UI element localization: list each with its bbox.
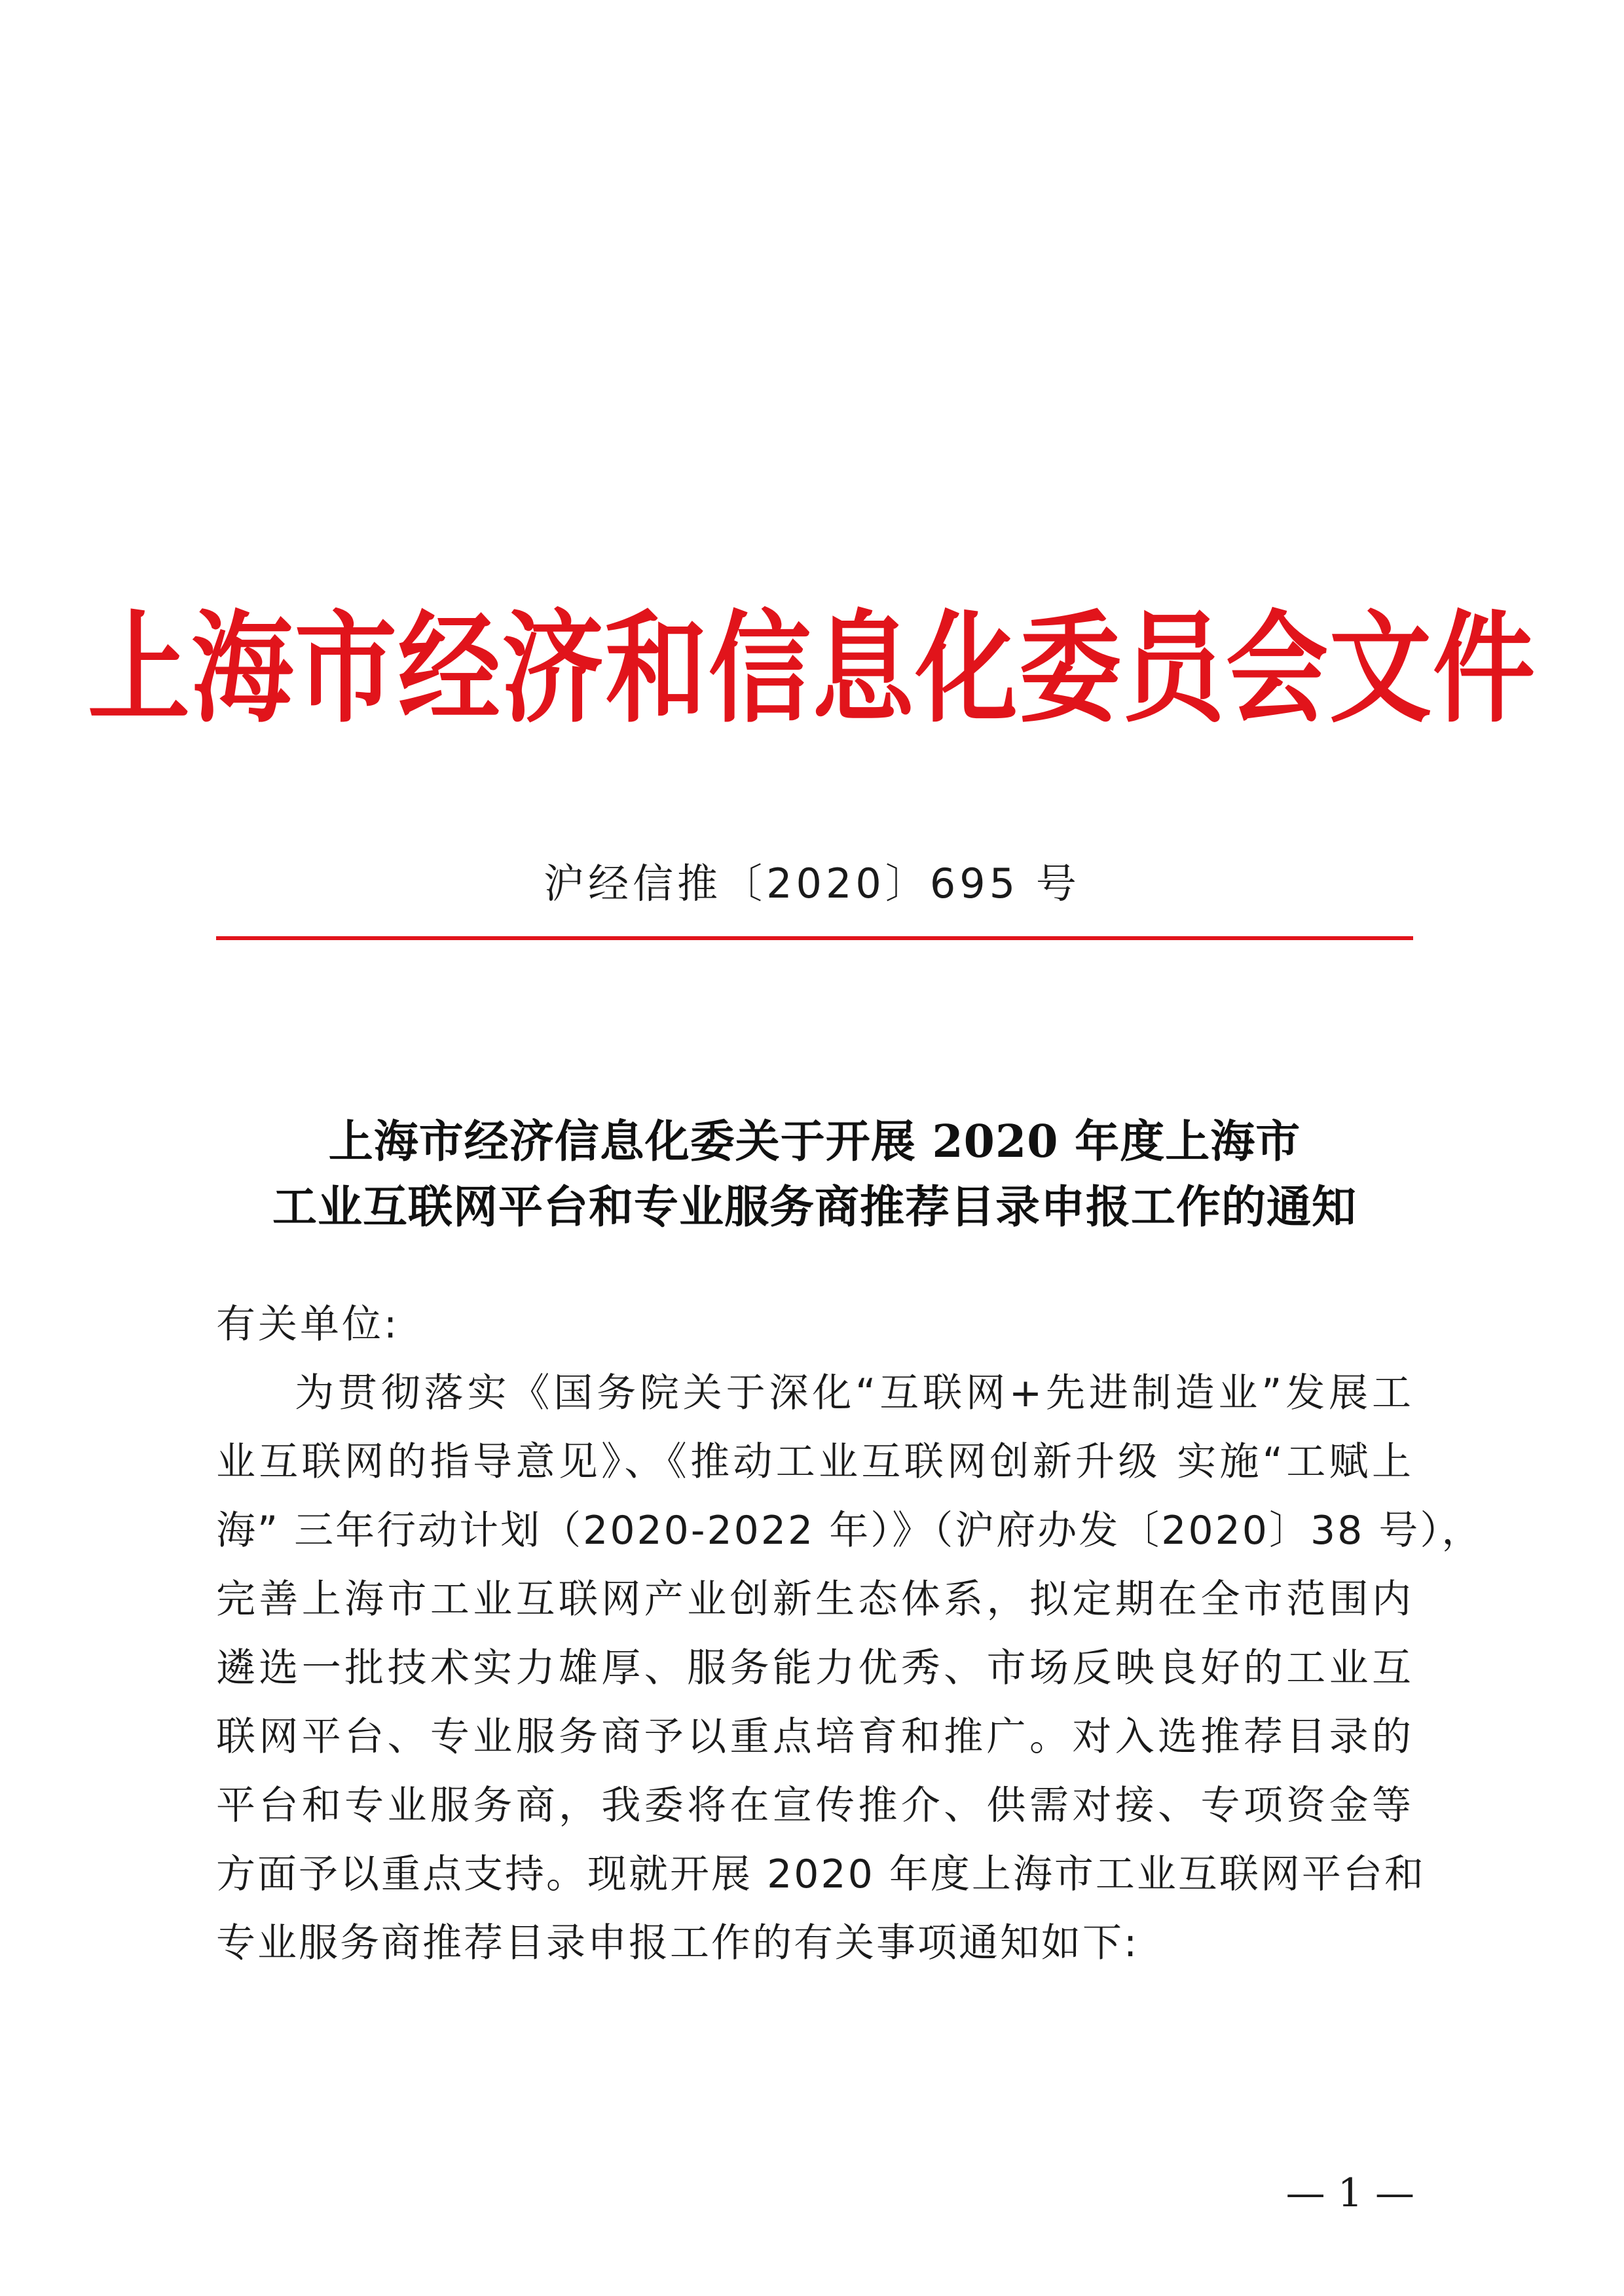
body-line: 海” 三年行动计划（2020-2022 年）》（沪府办发〔2020〕38 号）， bbox=[216, 1508, 1483, 1554]
body-line: 为贯彻落实《国务院关于深化“互联网+先进制造业”发展工 bbox=[295, 1370, 1413, 1416]
body-line: 方面予以重点支持。现就开展 2020 年度上海市工业互联网平台和 bbox=[216, 1851, 1426, 1897]
salutation: 有关单位: bbox=[216, 1302, 400, 1347]
masthead-title: 上海市经济和信息化委员会文件 bbox=[88, 597, 1536, 739]
body-line: 专业服务商推荐目录申报工作的有关事项通知如下: bbox=[216, 1920, 1139, 1966]
body-line: 平台和专业服务商，我委将在宣传推介、供需对接、专项资金等 bbox=[216, 1783, 1413, 1829]
body-line: 完善上海市工业互联网产业创新生态体系，拟定期在全市范围内 bbox=[216, 1576, 1413, 1622]
notice-title-line-1: 上海市经济信息化委关于开展 2020 年度上海市 bbox=[328, 1116, 1301, 1168]
body-line: 遴选一批技术实力雄厚、服务能力优秀、市场反映良好的工业互 bbox=[216, 1645, 1413, 1691]
red-divider bbox=[216, 936, 1413, 940]
body-line: 业互联网的指导意见》、《推动工业互联网创新升级 实施“工赋上 bbox=[216, 1439, 1413, 1485]
document-number: 沪经信推〔2020〕695 号 bbox=[544, 860, 1080, 907]
page-number: — 1 — bbox=[1285, 2170, 1414, 2216]
notice-title-line-2: 工业互联网平台和专业服务商推荐目录申报工作的通知 bbox=[272, 1181, 1357, 1233]
body-line: 联网平台、专业服务商予以重点培育和推广。对入选推荐目录的 bbox=[216, 1714, 1413, 1760]
